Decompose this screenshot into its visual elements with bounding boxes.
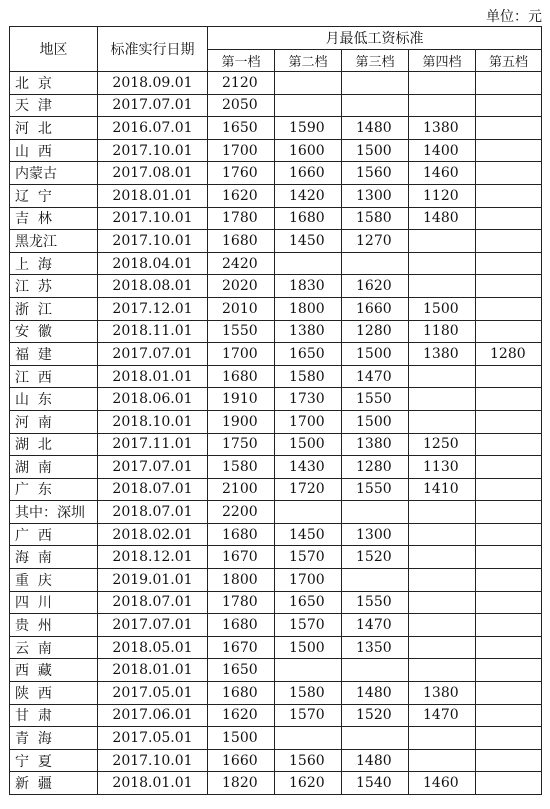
wage-cell-tier-4: 1130 (409, 456, 476, 479)
wage-cell-tier-5 (476, 704, 542, 727)
wage-cell-tier-2: 1570 (275, 614, 342, 637)
table-row (10, 94, 542, 117)
table-row (10, 230, 542, 253)
wage-cell-tier-1: 1650 (208, 659, 275, 682)
table-row (10, 162, 542, 185)
region-cell: 黑龙江 (10, 230, 98, 253)
wage-cell-tier-3: 1500 (342, 343, 409, 366)
wage-cell-tier-2 (275, 727, 342, 750)
wage-cell-tier-2: 1450 (275, 230, 342, 253)
region-cell: 湖 南 (10, 456, 98, 479)
table-row (10, 365, 542, 388)
table-row (10, 117, 542, 140)
header-tier-4: 第四档 (409, 50, 476, 72)
wage-cell-tier-2: 1800 (275, 297, 342, 320)
wage-cell-tier-3: 1380 (342, 433, 409, 456)
wage-cell-tier-5 (476, 184, 542, 207)
wage-cell-tier-2 (275, 72, 342, 95)
wage-cell-tier-2: 1650 (275, 591, 342, 614)
wage-cell-tier-5 (476, 749, 542, 772)
wage-cell-tier-4 (409, 523, 476, 546)
table-row (10, 207, 542, 230)
wage-cell-tier-4 (409, 636, 476, 659)
wage-cell-tier-2: 1430 (275, 456, 342, 479)
wage-cell-tier-2: 1620 (275, 772, 342, 795)
region-cell: 江 西 (10, 365, 98, 388)
date-cell: 2018.01.01 (98, 184, 208, 207)
table-row (10, 343, 542, 366)
wage-cell-tier-1: 2100 (208, 478, 275, 501)
wage-cell-tier-4: 1460 (409, 772, 476, 795)
wage-cell-tier-2: 1500 (275, 433, 342, 456)
header-wage-group: 月最低工资标准 (208, 27, 542, 50)
wage-cell-tier-4 (409, 569, 476, 592)
wage-cell-tier-4 (409, 72, 476, 95)
wage-cell-tier-1: 1900 (208, 410, 275, 433)
wage-cell-tier-2: 1570 (275, 546, 342, 569)
table-row (10, 614, 542, 637)
wage-cell-tier-3: 1520 (342, 704, 409, 727)
region-cell: 青 海 (10, 727, 98, 750)
wage-cell-tier-5 (476, 94, 542, 117)
wage-cell-tier-4 (409, 591, 476, 614)
wage-cell-tier-5 (476, 591, 542, 614)
date-cell: 2018.11.01 (98, 320, 208, 343)
wage-cell-tier-2: 1560 (275, 749, 342, 772)
wage-cell-tier-3 (342, 94, 409, 117)
wage-cell-tier-1: 2050 (208, 94, 275, 117)
wage-cell-tier-5: 1280 (476, 343, 542, 366)
header-tier-5: 第五档 (476, 50, 542, 72)
wage-cell-tier-1: 1500 (208, 727, 275, 750)
wage-cell-tier-5 (476, 252, 542, 275)
wage-cell-tier-3: 1500 (342, 139, 409, 162)
wage-cell-tier-1: 1680 (208, 230, 275, 253)
wage-cell-tier-3 (342, 501, 409, 524)
wage-cell-tier-4: 1400 (409, 139, 476, 162)
wage-cell-tier-1: 1620 (208, 184, 275, 207)
date-cell: 2018.09.01 (98, 72, 208, 95)
wage-cell-tier-2 (275, 94, 342, 117)
date-cell: 2017.10.01 (98, 139, 208, 162)
wage-cell-tier-3: 1280 (342, 320, 409, 343)
wage-cell-tier-1: 1680 (208, 614, 275, 637)
wage-cell-tier-3 (342, 72, 409, 95)
date-cell: 2017.11.01 (98, 433, 208, 456)
region-cell: 河 北 (10, 117, 98, 140)
wage-cell-tier-5 (476, 207, 542, 230)
wage-cell-tier-5 (476, 546, 542, 569)
date-cell: 2016.07.01 (98, 117, 208, 140)
date-cell: 2018.02.01 (98, 523, 208, 546)
region-cell: 新 疆 (10, 772, 98, 795)
unit-label: 单位：元 (486, 9, 542, 25)
wage-cell-tier-1: 2200 (208, 501, 275, 524)
table-row (10, 388, 542, 411)
table-row (10, 252, 542, 275)
date-cell: 2017.06.01 (98, 704, 208, 727)
date-cell: 2018.06.01 (98, 388, 208, 411)
table-row (10, 478, 542, 501)
region-cell: 天 津 (10, 94, 98, 117)
wage-cell-tier-2: 1590 (275, 117, 342, 140)
header-tier-3: 第三档 (342, 50, 409, 72)
table-row (10, 727, 542, 750)
wage-cell-tier-1: 1680 (208, 682, 275, 705)
table-row (10, 410, 542, 433)
date-cell: 2019.01.01 (98, 569, 208, 592)
table-row (10, 184, 542, 207)
date-cell: 2018.01.01 (98, 772, 208, 795)
wage-cell-tier-4: 1380 (409, 343, 476, 366)
wage-cell-tier-4: 1250 (409, 433, 476, 456)
wage-cell-tier-5 (476, 772, 542, 795)
wage-cell-tier-3: 1620 (342, 275, 409, 298)
wage-cell-tier-5 (476, 117, 542, 140)
wage-cell-tier-4 (409, 727, 476, 750)
wage-cell-tier-2: 1720 (275, 478, 342, 501)
wage-cell-tier-2: 1700 (275, 569, 342, 592)
wage-cell-tier-3: 1560 (342, 162, 409, 185)
date-cell: 2018.05.01 (98, 636, 208, 659)
date-cell: 2018.01.01 (98, 365, 208, 388)
date-cell: 2017.05.01 (98, 727, 208, 750)
wage-cell-tier-3: 1660 (342, 297, 409, 320)
wage-cell-tier-4 (409, 614, 476, 637)
wage-cell-tier-3: 1580 (342, 207, 409, 230)
wage-cell-tier-4 (409, 275, 476, 298)
wage-cell-tier-3: 1500 (342, 410, 409, 433)
region-cell: 其中：深圳 (10, 501, 98, 524)
wage-cell-tier-1: 2420 (208, 252, 275, 275)
date-cell: 2018.07.01 (98, 591, 208, 614)
wage-cell-tier-5 (476, 388, 542, 411)
header-region: 地区 (10, 27, 98, 72)
wage-cell-tier-5 (476, 636, 542, 659)
wage-cell-tier-5 (476, 365, 542, 388)
wage-cell-tier-2: 1380 (275, 320, 342, 343)
table-row (10, 704, 542, 727)
wage-cell-tier-2: 1500 (275, 636, 342, 659)
wage-cell-tier-1: 2010 (208, 297, 275, 320)
wage-cell-tier-5 (476, 410, 542, 433)
wage-cell-tier-4: 1410 (409, 478, 476, 501)
wage-cell-tier-1: 1750 (208, 433, 275, 456)
date-cell: 2017.08.01 (98, 162, 208, 185)
date-cell: 2018.04.01 (98, 252, 208, 275)
wage-cell-tier-5 (476, 501, 542, 524)
wage-cell-tier-5 (476, 614, 542, 637)
date-cell: 2017.12.01 (98, 297, 208, 320)
wage-cell-tier-2: 1570 (275, 704, 342, 727)
wage-cell-tier-4 (409, 365, 476, 388)
table-row (10, 546, 542, 569)
region-cell: 云 南 (10, 636, 98, 659)
date-cell: 2017.07.01 (98, 94, 208, 117)
table-row (10, 139, 542, 162)
table-row (10, 501, 542, 524)
region-cell: 西 藏 (10, 659, 98, 682)
wage-cell-tier-2: 1700 (275, 410, 342, 433)
wage-cell-tier-2: 1600 (275, 139, 342, 162)
wage-cell-tier-3: 1470 (342, 614, 409, 637)
date-cell: 2017.07.01 (98, 343, 208, 366)
date-cell: 2018.10.01 (98, 410, 208, 433)
wage-cell-tier-2: 1580 (275, 365, 342, 388)
region-cell: 广 东 (10, 478, 98, 501)
table-row (10, 433, 542, 456)
wage-cell-tier-5 (476, 162, 542, 185)
date-cell: 2018.01.01 (98, 659, 208, 682)
wage-cell-tier-2: 1660 (275, 162, 342, 185)
table-row (10, 72, 542, 95)
wage-cell-tier-1: 1580 (208, 456, 275, 479)
region-cell: 广 西 (10, 523, 98, 546)
wage-cell-tier-3 (342, 659, 409, 682)
table-row (10, 772, 542, 795)
wage-cell-tier-5 (476, 230, 542, 253)
wage-cell-tier-3 (342, 569, 409, 592)
wage-cell-tier-4 (409, 252, 476, 275)
header-tier-1: 第一档 (208, 50, 275, 72)
wage-cell-tier-4: 1470 (409, 704, 476, 727)
wage-cell-tier-3 (342, 252, 409, 275)
region-cell: 安 徽 (10, 320, 98, 343)
wage-cell-tier-1: 1820 (208, 772, 275, 795)
wage-cell-tier-3: 1480 (342, 682, 409, 705)
header-date: 标准实行日期 (98, 27, 208, 72)
wage-cell-tier-5 (476, 433, 542, 456)
wage-cell-tier-5 (476, 659, 542, 682)
wage-cell-tier-2: 1580 (275, 682, 342, 705)
wage-cell-tier-5 (476, 275, 542, 298)
wage-cell-tier-1: 1800 (208, 569, 275, 592)
date-cell: 2018.07.01 (98, 501, 208, 524)
wage-cell-tier-1: 1780 (208, 591, 275, 614)
wage-cell-tier-4: 1460 (409, 162, 476, 185)
date-cell: 2017.07.01 (98, 614, 208, 637)
wage-cell-tier-4 (409, 546, 476, 569)
table-row (10, 456, 542, 479)
wage-cell-tier-1: 1680 (208, 523, 275, 546)
wage-cell-tier-5 (476, 320, 542, 343)
region-cell: 江 苏 (10, 275, 98, 298)
wage-cell-tier-4 (409, 659, 476, 682)
min-wage-table (9, 26, 542, 795)
wage-cell-tier-5 (476, 139, 542, 162)
wage-cell-tier-1: 1660 (208, 749, 275, 772)
table-row (10, 569, 542, 592)
region-cell: 北 京 (10, 72, 98, 95)
wage-cell-tier-4: 1180 (409, 320, 476, 343)
wage-cell-tier-5 (476, 478, 542, 501)
region-cell: 上 海 (10, 252, 98, 275)
wage-cell-tier-3 (342, 727, 409, 750)
wage-cell-tier-4 (409, 749, 476, 772)
wage-cell-tier-3: 1270 (342, 230, 409, 253)
wage-cell-tier-2: 1650 (275, 343, 342, 366)
region-cell: 吉 林 (10, 207, 98, 230)
wage-cell-tier-3: 1470 (342, 365, 409, 388)
date-cell: 2017.10.01 (98, 749, 208, 772)
date-cell: 2018.12.01 (98, 546, 208, 569)
wage-cell-tier-4 (409, 501, 476, 524)
region-cell: 山 东 (10, 388, 98, 411)
table-row (10, 320, 542, 343)
date-cell: 2017.10.01 (98, 207, 208, 230)
wage-cell-tier-5 (476, 456, 542, 479)
date-cell: 2018.08.01 (98, 275, 208, 298)
wage-cell-tier-1: 2120 (208, 72, 275, 95)
wage-cell-tier-3: 1540 (342, 772, 409, 795)
table-row (10, 275, 542, 298)
wage-cell-tier-3: 1350 (342, 636, 409, 659)
wage-cell-tier-2 (275, 501, 342, 524)
wage-cell-tier-2 (275, 252, 342, 275)
region-cell: 浙 江 (10, 297, 98, 320)
wage-cell-tier-4: 1480 (409, 207, 476, 230)
wage-cell-tier-3: 1550 (342, 388, 409, 411)
wage-cell-tier-1: 1670 (208, 636, 275, 659)
table-body (10, 72, 542, 795)
wage-cell-tier-5 (476, 297, 542, 320)
wage-cell-tier-1: 1620 (208, 704, 275, 727)
wage-cell-tier-1: 1700 (208, 139, 275, 162)
wage-cell-tier-3: 1480 (342, 749, 409, 772)
region-cell: 福 建 (10, 343, 98, 366)
wage-cell-tier-4: 1500 (409, 297, 476, 320)
wage-cell-tier-1: 1550 (208, 320, 275, 343)
region-cell: 重 庆 (10, 569, 98, 592)
wage-cell-tier-2: 1450 (275, 523, 342, 546)
table-row (10, 523, 542, 546)
region-cell: 宁 夏 (10, 749, 98, 772)
wage-cell-tier-5 (476, 727, 542, 750)
wage-cell-tier-4 (409, 388, 476, 411)
wage-cell-tier-2: 1830 (275, 275, 342, 298)
wage-cell-tier-2 (275, 659, 342, 682)
wage-cell-tier-4 (409, 230, 476, 253)
table-row (10, 297, 542, 320)
wage-cell-tier-2: 1680 (275, 207, 342, 230)
table-row (10, 682, 542, 705)
wage-cell-tier-3: 1480 (342, 117, 409, 140)
region-cell: 河 南 (10, 410, 98, 433)
wage-cell-tier-2: 1420 (275, 184, 342, 207)
wage-cell-tier-3: 1550 (342, 591, 409, 614)
wage-cell-tier-2: 1730 (275, 388, 342, 411)
wage-cell-tier-3: 1520 (342, 546, 409, 569)
wage-cell-tier-4 (409, 410, 476, 433)
date-cell: 2018.07.01 (98, 478, 208, 501)
region-cell: 甘 肃 (10, 704, 98, 727)
wage-cell-tier-4: 1380 (409, 682, 476, 705)
table-row (10, 591, 542, 614)
region-cell: 贵 州 (10, 614, 98, 637)
wage-cell-tier-1: 1780 (208, 207, 275, 230)
date-cell: 2017.05.01 (98, 682, 208, 705)
wage-cell-tier-1: 1670 (208, 546, 275, 569)
wage-cell-tier-3: 1550 (342, 478, 409, 501)
region-cell: 湖 北 (10, 433, 98, 456)
date-cell: 2017.07.01 (98, 456, 208, 479)
wage-cell-tier-5 (476, 72, 542, 95)
region-cell: 山 西 (10, 139, 98, 162)
table-row (10, 749, 542, 772)
wage-cell-tier-3: 1300 (342, 184, 409, 207)
wage-cell-tier-1: 1650 (208, 117, 275, 140)
header-tier-2: 第二档 (275, 50, 342, 72)
wage-cell-tier-4: 1120 (409, 184, 476, 207)
region-cell: 辽 宁 (10, 184, 98, 207)
wage-cell-tier-3: 1300 (342, 523, 409, 546)
wage-cell-tier-1: 2020 (208, 275, 275, 298)
wage-cell-tier-1: 1910 (208, 388, 275, 411)
table-row (10, 636, 542, 659)
wage-cell-tier-4 (409, 94, 476, 117)
wage-cell-tier-5 (476, 682, 542, 705)
wage-cell-tier-1: 1760 (208, 162, 275, 185)
region-cell: 内蒙古 (10, 162, 98, 185)
wage-cell-tier-4: 1380 (409, 117, 476, 140)
region-cell: 四 川 (10, 591, 98, 614)
wage-cell-tier-3: 1280 (342, 456, 409, 479)
region-cell: 陕 西 (10, 682, 98, 705)
wage-cell-tier-1: 1700 (208, 343, 275, 366)
wage-cell-tier-1: 1680 (208, 365, 275, 388)
wage-cell-tier-5 (476, 523, 542, 546)
date-cell: 2017.10.01 (98, 230, 208, 253)
wage-cell-tier-5 (476, 569, 542, 592)
table-row (10, 659, 542, 682)
region-cell: 海 南 (10, 546, 98, 569)
